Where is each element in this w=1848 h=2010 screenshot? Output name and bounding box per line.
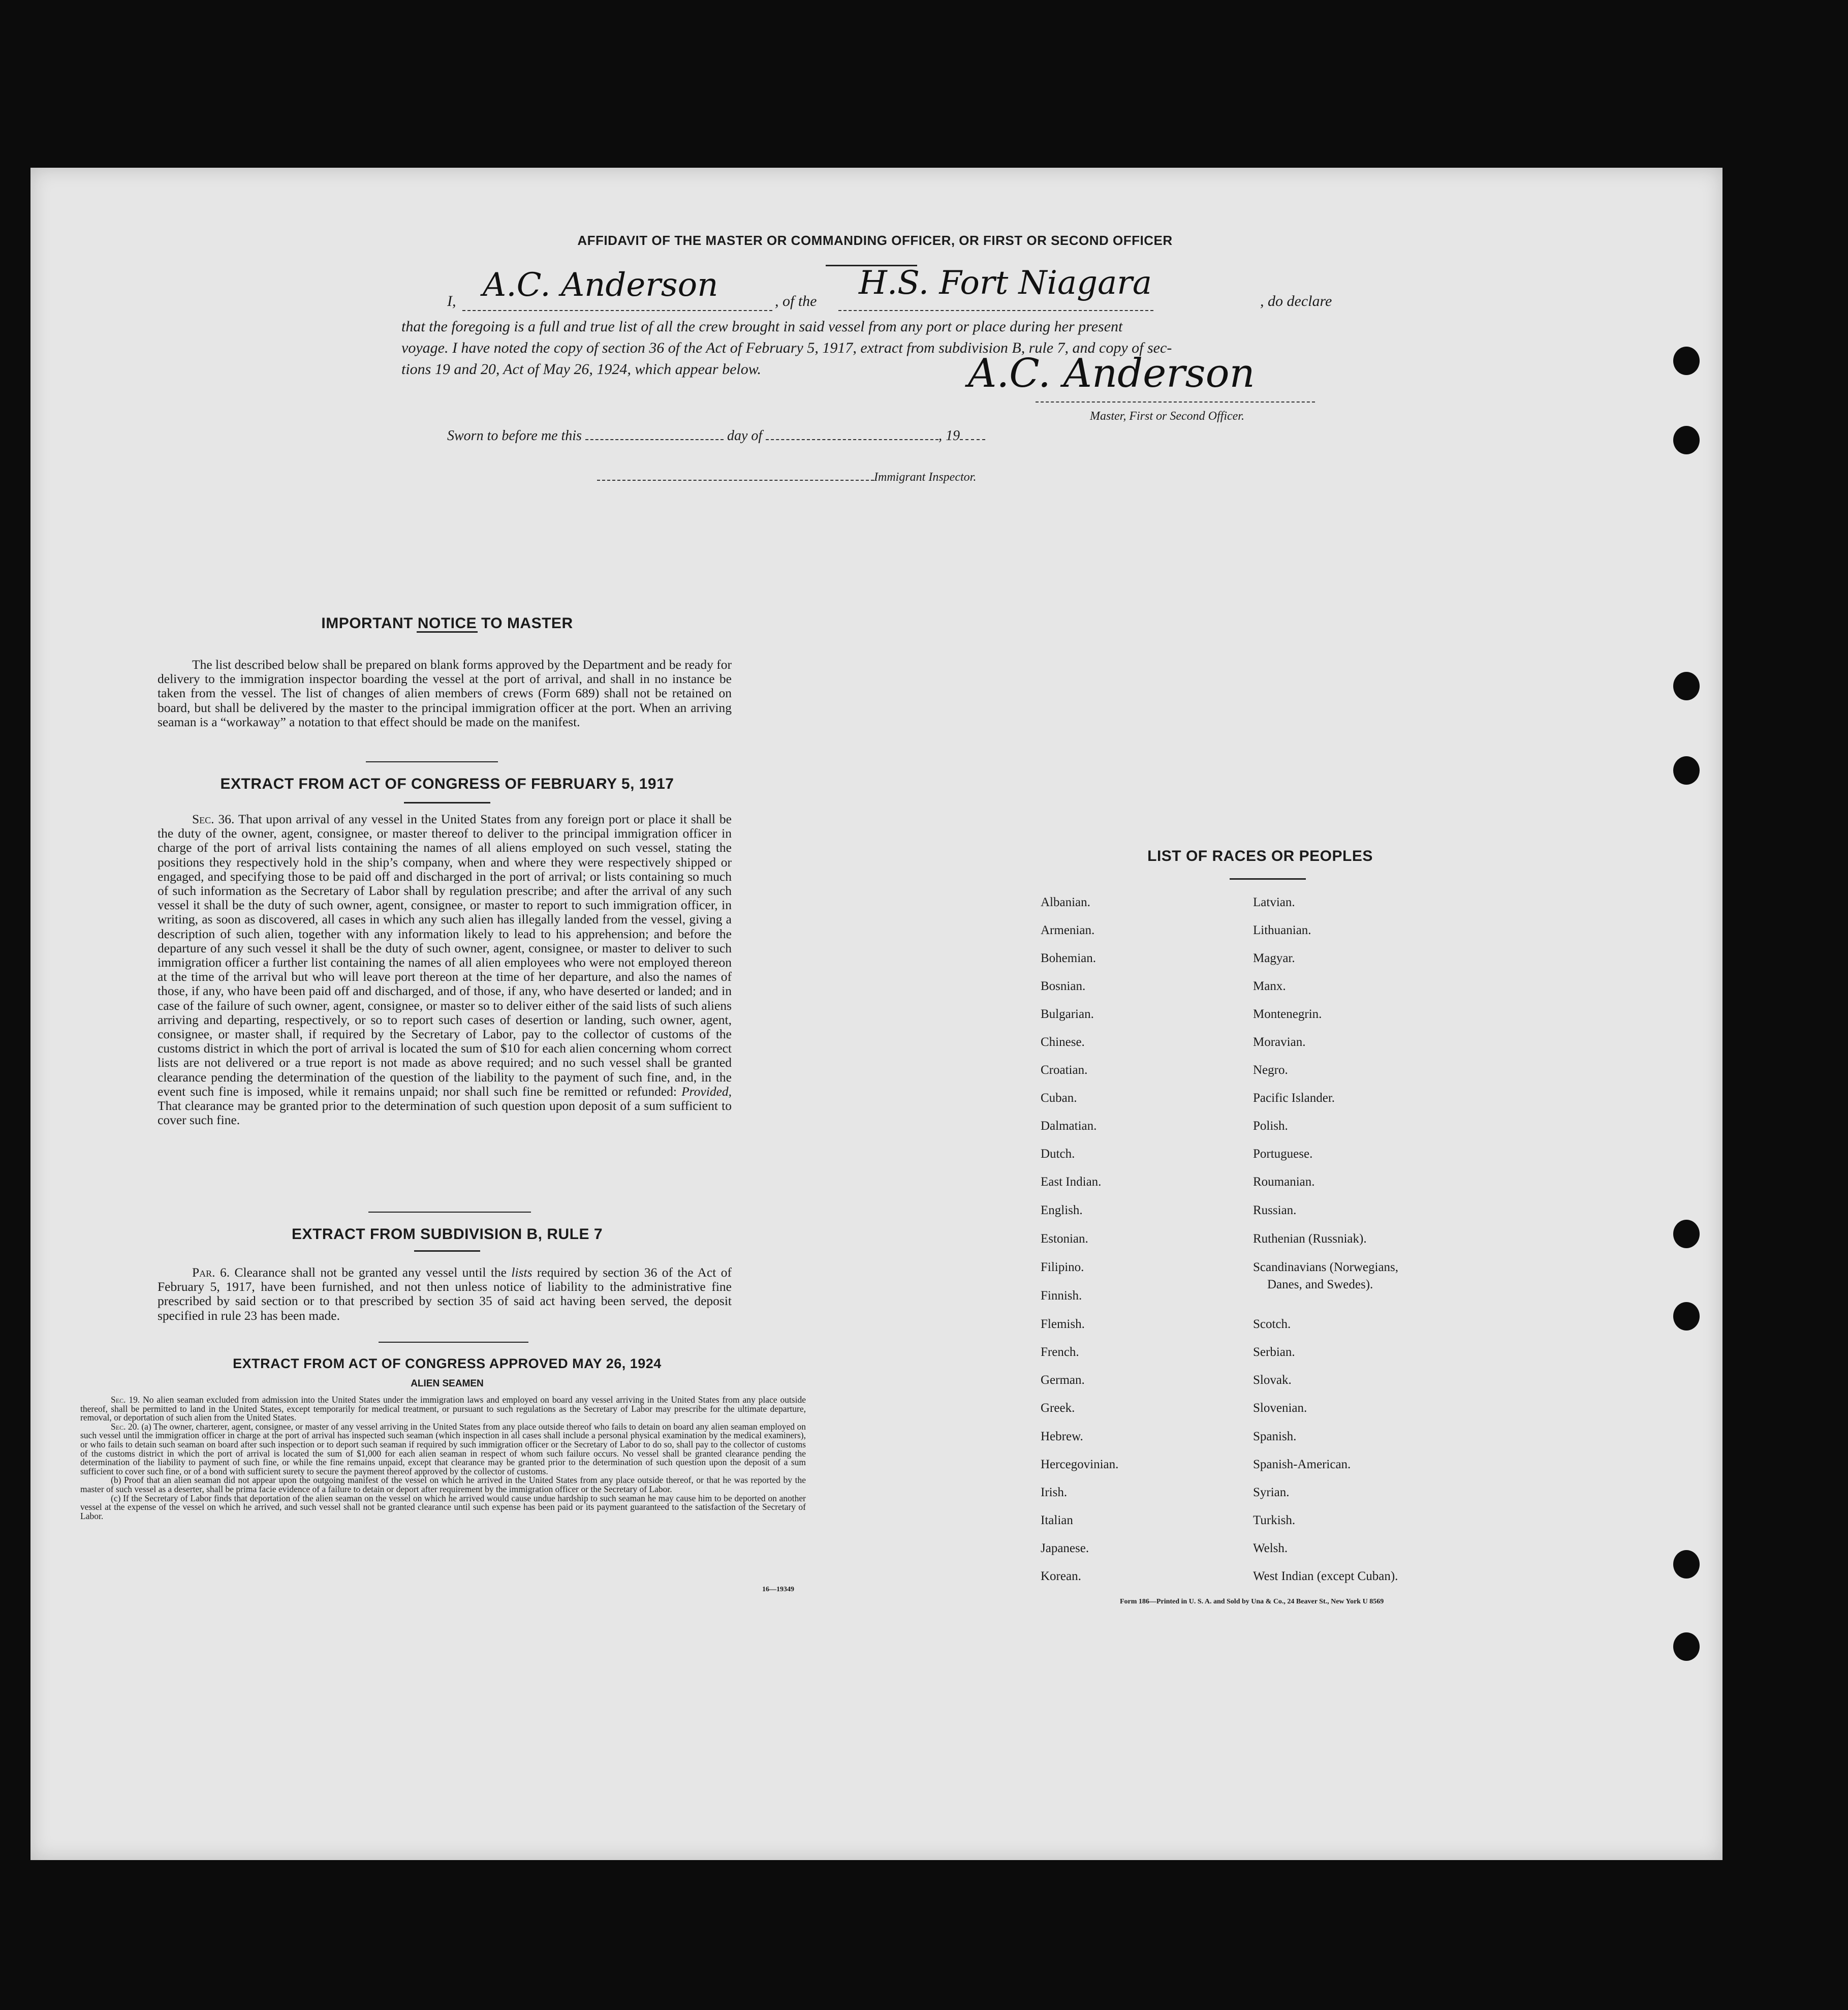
extract-rule7-title: EXTRACT FROM SUBDIVISION B, RULE 7 xyxy=(291,1226,603,1243)
declaration-line-2: voyage. I have noted the copy of section 36 of the Act of February 5, 1917, extract from subdivision B, rule 7, and copy of sec- xyxy=(401,339,1172,356)
race-right: Spanish. xyxy=(1253,1430,1297,1443)
race-right: Slovenian. xyxy=(1253,1401,1307,1415)
extract-rule7-body xyxy=(158,1265,732,1323)
extract-1917-body xyxy=(158,812,732,1127)
notice-title: IMPORTANT NOTICE TO MASTER xyxy=(321,615,573,632)
race-left: Korean. xyxy=(1041,1569,1081,1583)
race-left: Albanian. xyxy=(1041,895,1090,909)
race-left: English. xyxy=(1041,1203,1083,1217)
race-left: Armenian. xyxy=(1041,923,1095,937)
race-left: Cuban. xyxy=(1041,1091,1077,1105)
race-right: Lithuanian. xyxy=(1253,923,1311,937)
form-printer-note: Form 186—Printed in U. S. A. and Sold by Una & Co., 24 Beaver St., New York U 8569 xyxy=(1120,1598,1384,1605)
divider xyxy=(414,1250,480,1252)
race-left: East Indian. xyxy=(1041,1175,1102,1189)
i-label: I, xyxy=(447,293,456,310)
race-right: Magyar. xyxy=(1253,951,1295,965)
sec-19-text: No alien seaman excluded from admission into the United States under the immigration laws and employed on board any vessel arriving in the United States from any place outside thereof, shall be permitted to land in the United States, except temporarily for medical treatment, or pursuant to such regulations as the Secretary of Labor may prescribe for the ultimate departure, removal, or deportation of such alien from the United States. xyxy=(80,1395,806,1423)
year-blank xyxy=(960,439,985,440)
race-left: Bohemian. xyxy=(1041,951,1097,965)
master-signature: A.C. Anderson xyxy=(968,351,1255,396)
race-left: Bulgarian. xyxy=(1041,1007,1094,1021)
par-6-label: Par. 6. xyxy=(192,1265,230,1280)
race-right: Portuguese. xyxy=(1253,1147,1313,1161)
day-of-label: day of xyxy=(727,428,763,444)
race-right: Slovak. xyxy=(1253,1373,1292,1387)
race-left: Chinese. xyxy=(1041,1035,1085,1049)
par-6-text-a: Clearance shall not be granted any vessel until the xyxy=(234,1265,507,1280)
month-blank xyxy=(766,439,938,440)
race-right: Ruthenian (Russniak). xyxy=(1253,1232,1367,1246)
race-right: Manx. xyxy=(1253,979,1286,993)
race-right: Polish. xyxy=(1253,1119,1288,1133)
divider xyxy=(366,761,498,762)
sec-20a xyxy=(80,1423,806,1476)
race-left: Filipino. xyxy=(1041,1260,1084,1274)
sec-20b xyxy=(80,1476,806,1494)
race-left: Croatian. xyxy=(1041,1063,1088,1077)
signature-line xyxy=(1036,401,1315,403)
punch-hole xyxy=(1673,672,1700,700)
race-right: Montenegrin. xyxy=(1253,1007,1322,1021)
notice-body xyxy=(158,658,732,729)
sec-19-label: Sec. 19. xyxy=(111,1395,140,1405)
inspector-label: Immigrant Inspector. xyxy=(874,471,977,484)
race-left: Italian xyxy=(1041,1513,1073,1527)
sec-36-text-end: That clearance may be granted prior to the determination of such question upon deposit of a sum sufficient to cover such fine. xyxy=(158,1098,732,1128)
race-left: Bosnian. xyxy=(1041,979,1086,993)
race-right: West Indian (except Cuban). xyxy=(1253,1569,1398,1583)
race-left: Flemish. xyxy=(1041,1317,1085,1331)
of-the-label: , of the xyxy=(775,293,817,310)
extract-1917-title: EXTRACT FROM ACT OF CONGRESS OF FEBRUARY 5, 1917 xyxy=(220,776,674,792)
sec-36-label: Sec. 36. xyxy=(192,812,235,826)
race-left: Estonian. xyxy=(1041,1232,1088,1246)
sworn-label: Sworn to before me this xyxy=(447,428,582,444)
race-right: Latvian. xyxy=(1253,895,1295,909)
declaration-line-3: tions 19 and 20, Act of May 26, 1924, which appear below. xyxy=(401,361,762,378)
divider xyxy=(368,1212,531,1213)
race-left: Hercegovinian. xyxy=(1041,1458,1119,1471)
race-right-continued: Danes, and Swedes). xyxy=(1267,1278,1373,1291)
race-left: Irish. xyxy=(1041,1486,1068,1499)
punch-hole xyxy=(1673,1550,1700,1579)
race-right: Scandinavians (Norwegians, xyxy=(1253,1260,1399,1274)
race-left: Japanese. xyxy=(1041,1541,1089,1555)
race-left: Dalmatian. xyxy=(1041,1119,1097,1133)
provided-label: Provided, xyxy=(681,1084,732,1099)
punch-hole xyxy=(1673,756,1700,785)
races-title: LIST OF RACES OR PEOPLES xyxy=(1147,848,1373,864)
extract-1924-body xyxy=(80,1396,806,1521)
divider xyxy=(417,631,478,633)
divider xyxy=(404,802,490,803)
affidavit-title: AFFIDAVIT OF THE MASTER OR COMMANDING OFFICER, OR FIRST OR SECOND OFFICER xyxy=(577,233,1173,248)
divider xyxy=(379,1342,528,1343)
sec-19 xyxy=(80,1396,806,1423)
race-right: Syrian. xyxy=(1253,1486,1290,1499)
race-left: Dutch. xyxy=(1041,1147,1075,1161)
race-left: Hebrew. xyxy=(1041,1430,1083,1443)
race-right: Welsh. xyxy=(1253,1541,1288,1555)
race-right: Pacific Islander. xyxy=(1253,1091,1335,1105)
year-label: , 19 xyxy=(938,428,960,444)
inspector-line xyxy=(597,471,976,484)
punch-hole xyxy=(1673,1632,1700,1661)
race-left: Finnish. xyxy=(1041,1289,1082,1303)
race-right: Scotch. xyxy=(1253,1317,1291,1331)
punch-hole xyxy=(1673,426,1700,454)
race-right: Turkish. xyxy=(1253,1513,1296,1527)
notice-text: The list described below shall be prepared on blank forms approved by the Department and be ready for delivery to the immigration inspector boarding the vessel at the port of arrival, and shall in no instance be taken from the vessel. The list of changes of alien members of crews (Form 689) shall not be retained on board, but shall be delivered by the master to the principal immigration officer at the port. When an arriving seaman is a “workaway” a notation to that effect should be made on the manifest. xyxy=(158,657,732,729)
inspector-blank xyxy=(597,480,874,481)
declaration-line-1: that the foregoing is a full and true list of all the crew brought in said vessel from any port or place during her present xyxy=(401,318,1123,335)
sec-20a-text: (a) The owner, charterer, agent, consignee, or master of any vessel arriving in the United States from any place outside thereof who fails to detain on board any alien seaman employed on such vessel until the immigration officer in charge at the port of arrival has inspected such seaman (which inspection in all cases shall include a personal physical examination by the medical examiners), or who fails to detain such seaman on board after such inspection or to deport such seaman if required by such immigration officer or the Secretary of Labor to do so, shall pay to the collector of customs of the customs district in which the port of arrival is located the sum of $1,000 for each alien seaman in respect of whom such failure occurs. No vessel shall be granted clearance pending the determination of the liability to payment of such fine, or while the fine remains unpaid, except that clearance may be granted prior to the determination of such question upon the deposit of a sum sufficient to cover such fine, or of a bond with sufficient surety to secure the payment thereof approved by the collector of customs. xyxy=(80,1421,806,1476)
race-left: French. xyxy=(1041,1345,1079,1359)
lists-word: lists xyxy=(511,1265,533,1280)
race-right: Spanish-American. xyxy=(1253,1458,1351,1471)
punch-hole xyxy=(1673,1220,1700,1248)
race-left: Greek. xyxy=(1041,1401,1075,1415)
sec-20c-text: (c) If the Secretary of Labor finds that deportation of the alien seaman on the vessel on which he arrived would cause undue hardship to such seaman he may cause him to be deported on another vessel at the expense of the vessel on which he arrived, and such vessel shall not be granted clearance until such expense has been paid or its payment guaranteed to the satisfaction of the Secretary of Labor. xyxy=(80,1493,806,1521)
divider xyxy=(1230,878,1306,880)
par-6-text-b: required by section 36 of the Act of February 5, 1917, have been furnished, and not then unless notice of liability to the administrative fine prescribed by said section or to that prescribed by section 35 of said act having been served, the deposit specified in rule 23 has been made. xyxy=(158,1265,732,1323)
sec-20b-text: (b) Proof that an alien seaman did not appear upon the outgoing manifest of the vessel on which he arrived in the United States from any place outside thereof, or that he was reported by the master of such vessel as a deserter, shall be prima facie evidence of a failure to detain or deport after requirement by the immigration officer or the Secretary of Labor. xyxy=(80,1475,806,1494)
day-blank xyxy=(585,439,724,440)
race-left: German. xyxy=(1041,1373,1085,1387)
sec-20-label: Sec. 20. xyxy=(111,1421,139,1432)
sec-36-text: That upon arrival of any vessel in the United States from any foreign port or place it shall be the duty of the owner, agent, consignee, or master thereof to deliver to the principal immigration officer in charge of the port of arrival lists containing the names of all aliens employed on such vessel, stating the positions they respectively hold in the ship’s company, when and where they were respectively shipped or engaged, and specifying those to be paid off and discharged in the port of arrival; or lists containing so much of such information as the Secretary of Labor shall by regulation prescribe; and after the arrival of any such vessel it shall be the duty of such owner, agent, consignee, or master to report to such immigration officer, in writing, as soon as discovered, all cases in which any such alien has illegally landed from the vessel, giving a description of such alien, together with any information likely to lead to his apprehension; and before the departure of any such vessel it shall be the duty of such owner, agent, consignee, or master to deliver to such immigration officer a further list containing the names of all alien employees who were not employed thereon at the time of the arrival but who will leave port thereon at the time of her departure, and also the names of those, if any, who have been paid off and discharged, and of those, if any, who have deserted or landed; and in case of the failure of such owner, agent, consignee, or master so to deliver either of the said lists of such aliens arriving and departing, respectively, or so to report such cases of desertion or landing, such owner, agent, consignee, or master shall, if required by the Secretary of Labor, pay to the collector of customs of the customs district in which the port of arrival is located the sum of $10 for each alien concerning whom correct lists are not delivered or a true report is not made as above required; and no such vessel shall be granted clearance pending the determination of the question of the liability to the payment of such fine, and, in the event such fine is imposed, while it remains unpaid; nor shall such fine be remitted or refunded: xyxy=(158,812,732,1099)
race-right: Negro. xyxy=(1253,1063,1288,1077)
sworn-line xyxy=(447,428,985,444)
race-right: Russian. xyxy=(1253,1203,1297,1217)
signer-name-handwriting: A.C. Anderson xyxy=(483,266,718,304)
race-right: Serbian. xyxy=(1253,1345,1295,1359)
extract-1924-title: EXTRACT FROM ACT OF CONGRESS APPROVED MAY 26, 1924 xyxy=(233,1356,662,1371)
alien-seamen-subtitle: ALIEN SEAMEN xyxy=(411,1378,484,1389)
vessel-name-handwriting: H.S. Fort Niagara xyxy=(859,264,1152,302)
race-right: Moravian. xyxy=(1253,1035,1306,1049)
punch-hole xyxy=(1673,347,1700,375)
master-label: Master, First or Second Officer. xyxy=(1090,410,1244,423)
do-declare-label: , do declare xyxy=(1260,293,1332,310)
race-right: Roumanian. xyxy=(1253,1175,1315,1189)
punch-hole xyxy=(1673,1302,1700,1331)
form-code: 16—19349 xyxy=(762,1586,794,1593)
sec-20c xyxy=(80,1494,806,1521)
